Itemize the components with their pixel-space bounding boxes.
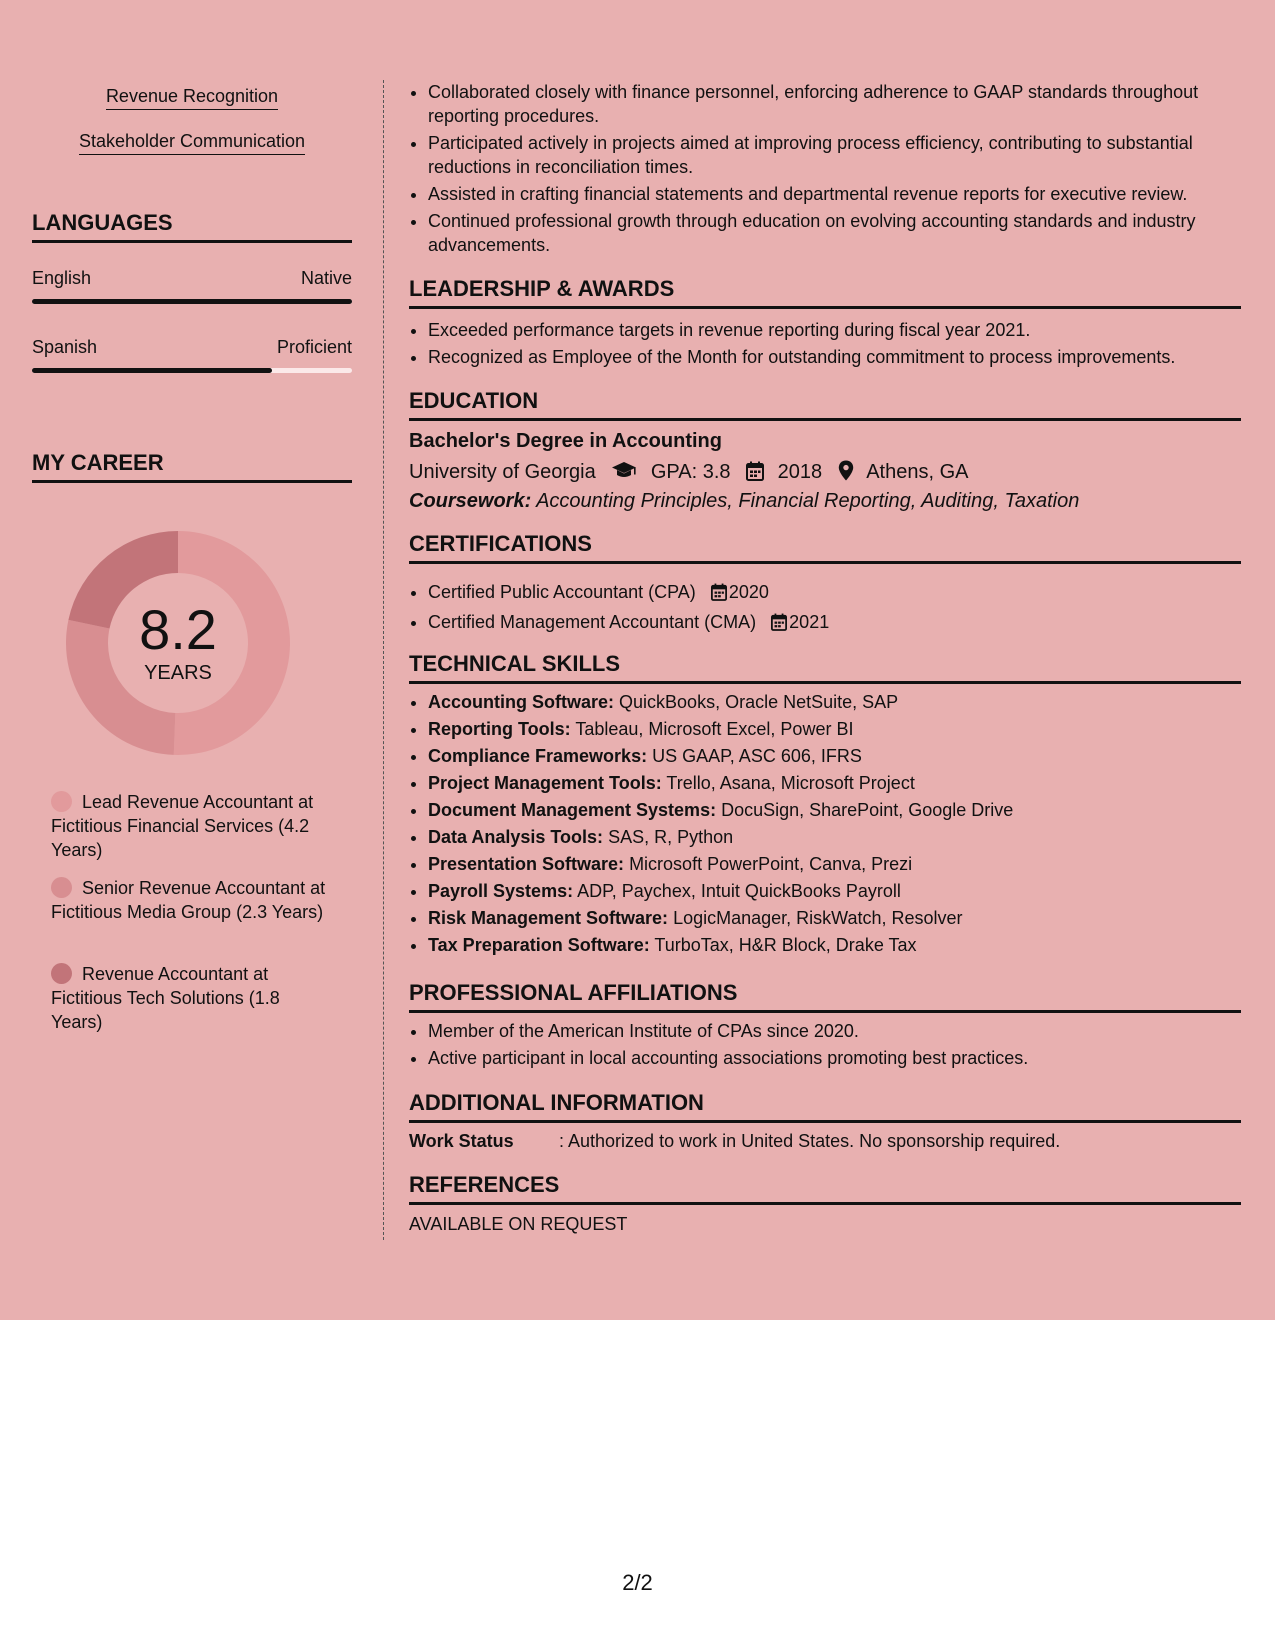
list-item xyxy=(428,852,1241,876)
list-item xyxy=(428,690,1241,714)
coursework xyxy=(409,490,1079,513)
skill-values: US GAAP, ASC 606, IFRS xyxy=(652,746,862,766)
references-text: AVAILABLE ON REQUEST xyxy=(409,1214,628,1234)
list-item xyxy=(428,906,1241,930)
degree-title: Bachelor's Degree in Accounting xyxy=(409,430,722,452)
calendar-icon xyxy=(711,583,727,607)
language-name: Spanish xyxy=(32,337,98,357)
list-item: • Continued professional growth through education on evolving accounting standards and industry advancements. xyxy=(428,209,1241,257)
page-number: 2/2 xyxy=(622,1570,653,1595)
career-legend-item: Senior Revenue Accountant at Fictitious Media Group (2.3 Years) xyxy=(51,878,326,922)
list-item: • Member of the American Institute of CPAs since 2020. xyxy=(428,1019,1241,1043)
leadership-heading: LEADERSHIP & AWARDS xyxy=(409,276,1241,309)
legend-dot-icon xyxy=(51,877,72,898)
legend-dot-icon xyxy=(51,963,72,984)
skill-category: Reporting Tools: xyxy=(428,719,571,739)
technical-skills-list xyxy=(409,690,1241,960)
skill-values: DocuSign, SharePoint, Google Drive xyxy=(721,800,1014,820)
list-item xyxy=(428,610,1241,637)
language-row xyxy=(32,268,352,298)
additional-info-heading: ADDITIONAL INFORMATION xyxy=(409,1090,1241,1123)
references-heading: REFERENCES xyxy=(409,1172,1241,1205)
career-total-years: 8.2 xyxy=(139,598,217,661)
list-item xyxy=(428,744,1241,768)
skill-category: Payroll Systems: xyxy=(428,881,574,901)
list-item xyxy=(428,933,1241,957)
skill-values: Tableau, Microsoft Excel, Power BI xyxy=(575,719,854,739)
skill-category: Compliance Frameworks: xyxy=(428,746,648,766)
skill-category: Presentation Software: xyxy=(428,854,625,874)
language-proficiency-fill xyxy=(32,368,272,373)
skill-tag: Revenue Recognition xyxy=(32,86,352,107)
graduation-year: 2018 xyxy=(777,461,823,483)
language-level: Native xyxy=(300,268,352,288)
skill-category: Risk Management Software: xyxy=(428,908,669,928)
skill-category: Tax Preparation Software: xyxy=(428,935,650,955)
career-heading: MY CAREER xyxy=(32,450,352,483)
calendar-icon xyxy=(771,613,787,637)
skill-values: SAS, R, Python xyxy=(608,827,734,847)
experience-bullets xyxy=(409,80,1241,260)
list-item xyxy=(428,825,1241,849)
list-item: • Exceeded performance targets in revenue reporting during fiscal year 2021. xyxy=(428,318,1241,342)
calendar-icon xyxy=(746,461,764,487)
education-meta xyxy=(409,460,968,487)
skill-values: LogicManager, RiskWatch, Resolver xyxy=(673,908,963,928)
skill-values: TurboTax, H&R Block, Drake Tax xyxy=(654,935,917,955)
skill-category: Accounting Software: xyxy=(428,692,615,712)
education-heading: EDUCATION xyxy=(409,388,1241,421)
list-item xyxy=(428,879,1241,903)
language-level: Proficient xyxy=(276,337,352,357)
skill-tag: Stakeholder Communication xyxy=(32,131,352,152)
certification-year: 2021 xyxy=(789,612,830,632)
work-status-value: : Authorized to work in United States. No sponsorship required. xyxy=(559,1131,1061,1151)
technical-skills-heading: TECHNICAL SKILLS xyxy=(409,651,1241,684)
skill-category: Document Management Systems: xyxy=(428,800,717,820)
list-item: • Collaborated closely with finance personnel, enforcing adherence to GAAP standards throughout reporting procedures. xyxy=(428,80,1241,128)
certification-year: 2020 xyxy=(728,582,769,602)
language-proficiency-bar xyxy=(32,299,352,304)
work-status-row xyxy=(409,1131,1060,1152)
skill-values: Microsoft PowerPoint, Canva, Prezi xyxy=(629,854,913,874)
list-item xyxy=(428,580,1241,607)
leadership-list xyxy=(409,318,1241,372)
affiliations-list xyxy=(409,1019,1241,1073)
affiliations-heading: PROFESSIONAL AFFILIATIONS xyxy=(409,980,1241,1013)
column-divider xyxy=(383,80,384,1240)
skill-category: Project Management Tools: xyxy=(428,773,662,793)
work-status-label: Work Status xyxy=(409,1131,514,1151)
language-proficiency-bar xyxy=(32,368,352,373)
language-proficiency-fill xyxy=(32,299,352,304)
skill-values: Trello, Asana, Microsoft Project xyxy=(666,773,915,793)
language-row xyxy=(32,337,352,367)
skill-values: ADP, Paychex, Intuit QuickBooks Payroll xyxy=(577,881,901,901)
coursework-label: Coursework: xyxy=(409,490,532,512)
skill-values: QuickBooks, Oracle NetSuite, SAP xyxy=(619,692,899,712)
certifications-heading: CERTIFICATIONS xyxy=(409,531,1241,564)
language-name: English xyxy=(32,268,92,288)
list-item xyxy=(428,798,1241,822)
skill-category: Data Analysis Tools: xyxy=(428,827,604,847)
list-item xyxy=(428,717,1241,741)
graduation-cap-icon xyxy=(611,461,637,487)
list-item xyxy=(428,771,1241,795)
legend-dot-icon xyxy=(51,791,72,812)
certifications-list xyxy=(409,580,1241,640)
certification-name: Certified Management Accountant (CMA) xyxy=(428,612,757,632)
map-pin-icon xyxy=(838,460,854,487)
career-years-label: YEARS xyxy=(144,662,212,684)
school-location: Athens, GA xyxy=(866,461,969,483)
certification-name: Certified Public Accountant (CPA) xyxy=(428,582,696,602)
list-item: • Participated actively in projects aimed at improving process efficiency, contributing to substantial reductions in reconciliation times. xyxy=(428,131,1241,179)
school-name: University of Georgia xyxy=(409,461,596,483)
career-legend-item: Revenue Accountant at Fictitious Tech Solutions (1.8 Years) xyxy=(51,964,280,1032)
gpa: GPA: 3.8 xyxy=(650,461,731,483)
coursework-list: Accounting Principles, Financial Reporting, Auditing, Taxation xyxy=(536,490,1080,512)
career-legend-item: Lead Revenue Accountant at Fictitious Financial Services (4.2 Years) xyxy=(51,792,314,860)
languages-heading: LANGUAGES xyxy=(32,210,352,243)
list-item: • Active participant in local accounting associations promoting best practices. xyxy=(428,1046,1241,1070)
list-item: • Recognized as Employee of the Month for outstanding commitment to process improvements. xyxy=(428,345,1241,369)
list-item: • Assisted in crafting financial statements and departmental revenue reports for executive review. xyxy=(428,182,1241,206)
